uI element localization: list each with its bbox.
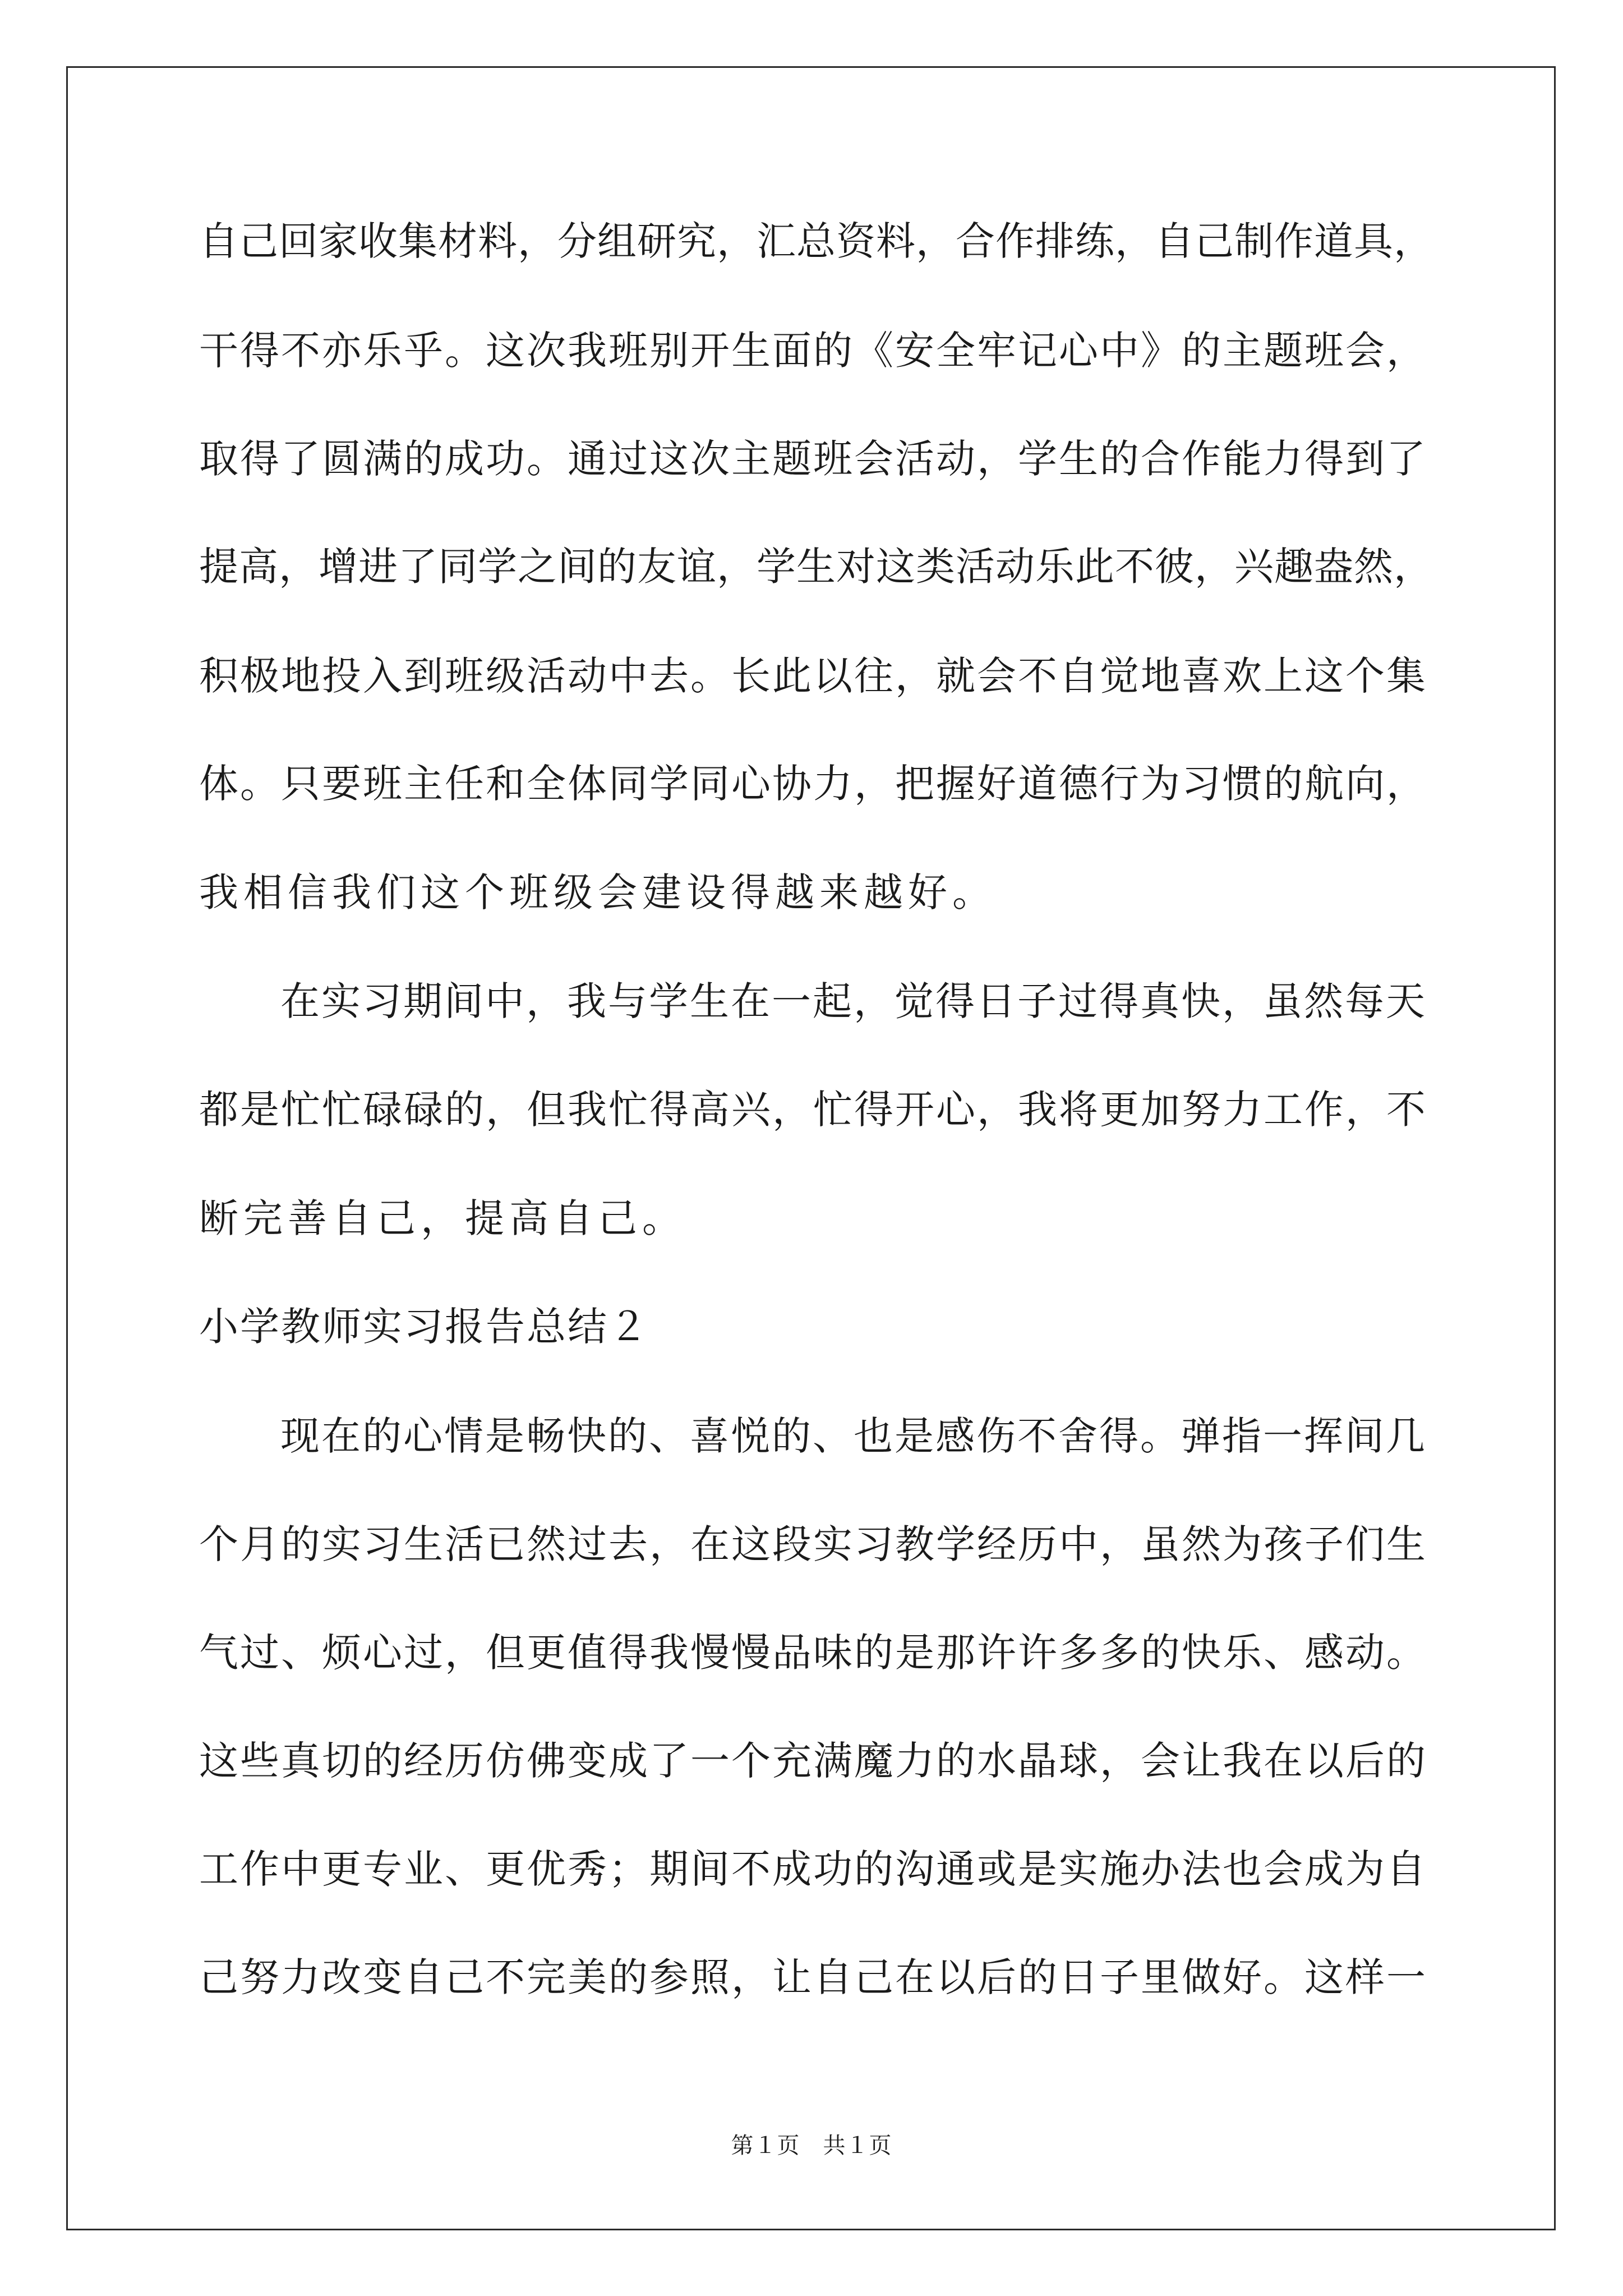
text-line: 提高，增进了同学之间的友谊，学生对这类活动乐此不彼，兴趣盎然， bbox=[199, 544, 1433, 590]
page-border bbox=[66, 66, 1556, 2230]
text-line: 取得了圆满的成功。通过这次主题班会活动，学生的合作能力得到了 bbox=[199, 436, 1427, 482]
text-line: 工作中更专业、更优秀；期间不成功的沟通或是实施办法也会成为自 bbox=[199, 1846, 1427, 1892]
text-line: 己努力改变自己不完美的参照，让自己在以后的日子里做好。这样一 bbox=[199, 1954, 1427, 2000]
text-line: 个月的实习生活已然过去，在这段实习教学经历中，虽然为孩子们生 bbox=[199, 1521, 1427, 1567]
page-footer: 第１页 共１页 bbox=[731, 2133, 892, 2159]
text-line: 都是忙忙碌碌的，但我忙得高兴，忙得开心，我将更加努力工作，不 bbox=[199, 1087, 1427, 1133]
text-line: 气过、烦心过，但更值得我慢慢品味的是那许许多多的快乐、感动。 bbox=[199, 1630, 1427, 1676]
text-line: 自己回家收集材料，分组研究，汇总资料，合作排练，自己制作道具， bbox=[199, 218, 1433, 264]
text-line: 断完善自己，提高自己。 bbox=[199, 1195, 686, 1241]
section-heading: 小学教师实习报告总结２ bbox=[199, 1304, 649, 1350]
text-line: 干得不亦乐乎。这次我班别开生面的《安全牢记心中》的主题班会， bbox=[199, 328, 1427, 374]
paragraph-start-line: 在实习期间中，我与学生在一起，觉得日子过得真快，虽然每天 bbox=[280, 978, 1427, 1024]
paragraph-start-line: 现在的心情是畅快的、喜悦的、也是感伤不舍得。弹指一挥间几 bbox=[280, 1413, 1427, 1459]
text-line: 我相信我们这个班级会建设得越来越好。 bbox=[199, 869, 997, 915]
text-line: 体。只要班主任和全体同学同心协力，把握好道德行为习惯的航向， bbox=[199, 761, 1427, 807]
text-line: 这些真切的经历仿佛变成了一个充满魔力的水晶球，会让我在以后的 bbox=[199, 1738, 1427, 1784]
text-line: 积极地投入到班级活动中去。长此以往，就会不自觉地喜欢上这个集 bbox=[199, 653, 1427, 699]
